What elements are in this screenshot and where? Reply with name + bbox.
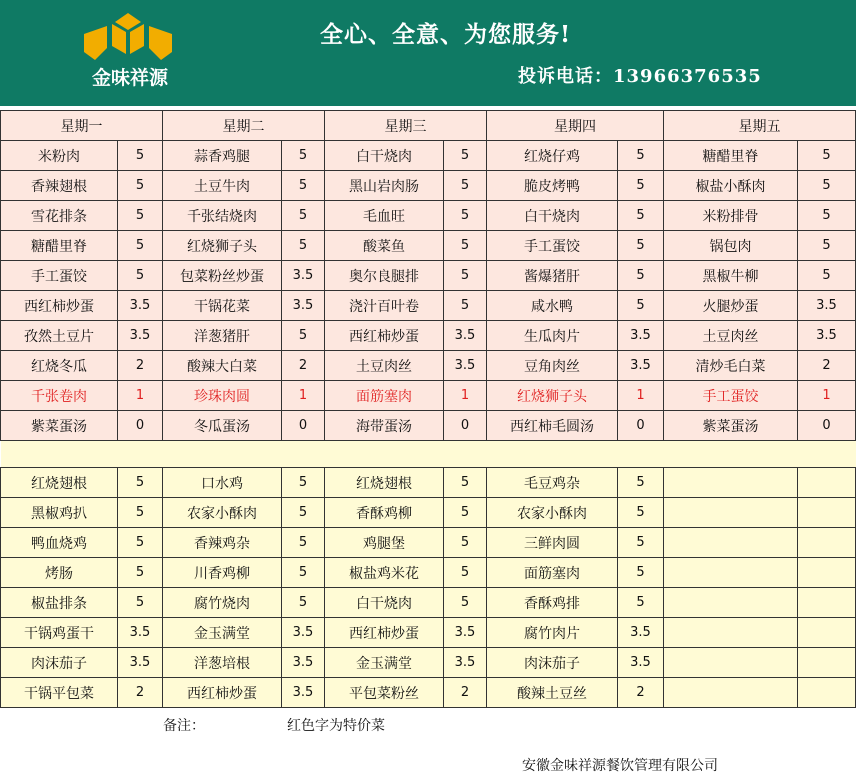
dish-name [664, 528, 798, 558]
dish-name [664, 648, 798, 678]
menu-row [1, 351, 856, 381]
brand-logo [55, 10, 205, 100]
dish-name: 千张结烧肉 [163, 201, 282, 231]
dish-name: 金玉满堂 [325, 648, 444, 678]
dish-name: 紫菜蛋汤 [664, 411, 798, 441]
dish-price: 5 [118, 558, 163, 588]
dish-name: 面筋塞肉 [487, 558, 618, 588]
dish-name: 肉沫茄子 [487, 648, 618, 678]
dish-name: 黑椒牛柳 [664, 261, 798, 291]
dish-name [664, 498, 798, 528]
dish-name: 椒盐小酥肉 [664, 171, 798, 201]
dish-price: 5 [444, 558, 487, 588]
extra-menu-row [1, 558, 856, 588]
dish-name: 香酥鸡柳 [325, 498, 444, 528]
dish-name [664, 558, 798, 588]
dish-price: 2 [444, 678, 487, 708]
dish-price [798, 678, 856, 708]
menu-row [1, 171, 856, 201]
dish-name [664, 468, 798, 498]
dish-price: 0 [282, 411, 325, 441]
day-header-row [1, 111, 856, 141]
dish-price [798, 528, 856, 558]
dish-name: 土豆肉丝 [325, 351, 444, 381]
dish-price: 5 [618, 588, 664, 618]
dish-name: 包菜粉丝炒蛋 [163, 261, 282, 291]
dish-price: 3.5 [444, 648, 487, 678]
dish-name: 金玉满堂 [163, 618, 282, 648]
dish-name: 黑椒鸡扒 [1, 498, 118, 528]
dish-name: 干锅花菜 [163, 291, 282, 321]
dish-price: 3.5 [444, 321, 487, 351]
dish-price: 0 [444, 411, 487, 441]
dish-price: 5 [282, 528, 325, 558]
dish-name: 生瓜肉片 [487, 321, 618, 351]
dish-price: 5 [798, 261, 856, 291]
day-header: 星期五 [664, 111, 856, 141]
dish-price: 3.5 [118, 291, 163, 321]
dish-price: 5 [118, 201, 163, 231]
dish-price: 3.5 [618, 351, 664, 381]
dish-price: 0 [618, 411, 664, 441]
dish-name: 红烧冬瓜 [1, 351, 118, 381]
dish-price [798, 588, 856, 618]
dish-price: 5 [282, 558, 325, 588]
dish-price: 5 [118, 261, 163, 291]
dish-name [664, 618, 798, 648]
dish-price: 3.5 [118, 618, 163, 648]
company-name: 安徽金味祥源餐饮管理有限公司 [522, 758, 718, 774]
dish-name: 白干烧肉 [487, 201, 618, 231]
dish-price: 1 [282, 381, 325, 411]
dish-price: 5 [444, 498, 487, 528]
dish-name: 香酥鸡排 [487, 588, 618, 618]
dish-name: 海带蛋汤 [325, 411, 444, 441]
dish-price: 5 [444, 588, 487, 618]
dish-name: 咸水鸭 [487, 291, 618, 321]
dish-price: 5 [444, 291, 487, 321]
dish-price: 5 [444, 141, 487, 171]
dish-name: 手工蛋饺 [487, 231, 618, 261]
dish-price: 3.5 [118, 648, 163, 678]
dish-name: 西红柿毛圆汤 [487, 411, 618, 441]
dish-price: 5 [282, 201, 325, 231]
dish-price: 5 [444, 528, 487, 558]
extra-menu-row [1, 618, 856, 648]
dish-price: 3.5 [444, 351, 487, 381]
dish-name: 土豆肉丝 [664, 321, 798, 351]
dish-name: 川香鸡柳 [163, 558, 282, 588]
dish-price: 5 [282, 468, 325, 498]
dish-price: 5 [118, 141, 163, 171]
dish-name: 冬瓜蛋汤 [163, 411, 282, 441]
dish-name: 平包菜粉丝 [325, 678, 444, 708]
dish-price: 3.5 [444, 618, 487, 648]
dish-name: 红烧翅根 [1, 468, 118, 498]
dish-name [664, 588, 798, 618]
dish-name: 酱爆猪肝 [487, 261, 618, 291]
dish-name: 浇汁百叶卷 [325, 291, 444, 321]
complaint-phone: 投诉电话：13966376535 [518, 66, 762, 87]
dish-price: 3.5 [618, 321, 664, 351]
weekly-menu-table [0, 110, 856, 708]
dish-name [664, 678, 798, 708]
dish-name: 火腿炒蛋 [664, 291, 798, 321]
dish-price [798, 468, 856, 498]
extra-menu-row [1, 528, 856, 558]
dish-price: 5 [444, 261, 487, 291]
dish-price: 5 [282, 498, 325, 528]
dish-name: 西红柿炒蛋 [1, 291, 118, 321]
dish-price: 3.5 [282, 291, 325, 321]
dish-name: 酸辣大白菜 [163, 351, 282, 381]
extra-menu-row [1, 498, 856, 528]
menu-row [1, 381, 856, 411]
dish-name: 千张卷肉 [1, 381, 118, 411]
dish-price: 2 [282, 351, 325, 381]
dish-price: 5 [118, 498, 163, 528]
brand-name: 金味祥源 [91, 67, 169, 89]
dish-name: 毛豆鸡杂 [487, 468, 618, 498]
dish-price: 5 [118, 231, 163, 261]
menu-row [1, 321, 856, 351]
dish-price: 3.5 [798, 321, 856, 351]
dish-name: 土豆牛肉 [163, 171, 282, 201]
day-header: 星期二 [163, 111, 325, 141]
dish-name: 奥尔良腿排 [325, 261, 444, 291]
dish-name: 锅包肉 [664, 231, 798, 261]
dish-price: 5 [618, 528, 664, 558]
dish-name: 农家小酥肉 [163, 498, 282, 528]
menu-row [1, 231, 856, 261]
menu-row [1, 411, 856, 441]
day-header: 星期三 [325, 111, 487, 141]
dish-price: 5 [282, 321, 325, 351]
extra-menu-row [1, 678, 856, 708]
note-text: 红色字为特价菜 [287, 718, 385, 734]
dish-price: 5 [618, 498, 664, 528]
dish-price: 1 [618, 381, 664, 411]
dish-price: 5 [798, 231, 856, 261]
dish-name: 珍珠肉圆 [163, 381, 282, 411]
dish-name: 干锅鸡蛋干 [1, 618, 118, 648]
dish-price: 3.5 [618, 618, 664, 648]
dish-price: 5 [444, 171, 487, 201]
extra-menu-row [1, 648, 856, 678]
dish-name: 脆皮烤鸭 [487, 171, 618, 201]
dish-name: 手工蛋饺 [664, 381, 798, 411]
dish-name: 干锅平包菜 [1, 678, 118, 708]
dish-price: 5 [444, 231, 487, 261]
dish-name: 三鲜肉圆 [487, 528, 618, 558]
dish-price: 1 [118, 381, 163, 411]
dish-name: 椒盐排条 [1, 588, 118, 618]
day-header: 星期一 [1, 111, 163, 141]
dish-name: 糖醋里脊 [1, 231, 118, 261]
dish-name: 农家小酥肉 [487, 498, 618, 528]
dish-name: 面筋塞肉 [325, 381, 444, 411]
dish-name: 西红柿炒蛋 [325, 618, 444, 648]
dish-name: 洋葱培根 [163, 648, 282, 678]
extra-menu-row [1, 588, 856, 618]
dish-name: 香辣翅根 [1, 171, 118, 201]
dish-name: 鸡腿堡 [325, 528, 444, 558]
dish-price: 5 [798, 201, 856, 231]
dish-price: 2 [798, 351, 856, 381]
dish-name: 豆角肉丝 [487, 351, 618, 381]
dish-name: 紫菜蛋汤 [1, 411, 118, 441]
dish-name: 鸭血烧鸡 [1, 528, 118, 558]
dish-name: 红烧翅根 [325, 468, 444, 498]
dish-price: 5 [618, 558, 664, 588]
dish-price: 5 [282, 171, 325, 201]
dish-price: 2 [118, 678, 163, 708]
dish-price: 5 [282, 231, 325, 261]
dish-name: 蒜香鸡腿 [163, 141, 282, 171]
dish-price: 5 [118, 468, 163, 498]
dish-price: 3.5 [282, 648, 325, 678]
dish-price: 5 [118, 171, 163, 201]
dish-price: 3.5 [618, 648, 664, 678]
dish-name: 白干烧肉 [325, 588, 444, 618]
dish-price: 5 [618, 231, 664, 261]
dish-price: 5 [618, 141, 664, 171]
dish-price [798, 618, 856, 648]
dish-name: 红烧仔鸡 [487, 141, 618, 171]
dish-price: 2 [618, 678, 664, 708]
dish-price: 3.5 [282, 618, 325, 648]
extra-menu-row [1, 468, 856, 498]
day-header: 星期四 [487, 111, 664, 141]
slogan: 全心、全意、为您服务! [320, 21, 572, 48]
dish-name: 酸菜鱼 [325, 231, 444, 261]
dish-price: 2 [118, 351, 163, 381]
dish-name: 腐竹烧肉 [163, 588, 282, 618]
dish-price: 5 [618, 171, 664, 201]
dish-name: 米粉肉 [1, 141, 118, 171]
dish-price: 5 [798, 171, 856, 201]
dish-price: 3.5 [282, 261, 325, 291]
dish-name: 口水鸡 [163, 468, 282, 498]
spacer-row [1, 441, 856, 468]
dish-price: 3.5 [118, 321, 163, 351]
dish-price: 5 [118, 588, 163, 618]
dish-name: 手工蛋饺 [1, 261, 118, 291]
menu-row [1, 201, 856, 231]
dish-price: 5 [118, 528, 163, 558]
header-banner [0, 0, 856, 106]
dish-price [798, 498, 856, 528]
dish-name: 清炒毛白菜 [664, 351, 798, 381]
dish-price: 0 [118, 411, 163, 441]
dish-name: 洋葱猪肝 [163, 321, 282, 351]
dish-price: 5 [618, 291, 664, 321]
dish-name: 椒盐鸡米花 [325, 558, 444, 588]
dish-price: 1 [444, 381, 487, 411]
dish-price: 3.5 [798, 291, 856, 321]
dish-name: 红烧狮子头 [487, 381, 618, 411]
dish-price [798, 648, 856, 678]
note-label: 备注： [163, 718, 205, 734]
menu-row [1, 261, 856, 291]
dish-name: 毛血旺 [325, 201, 444, 231]
dish-price: 5 [282, 141, 325, 171]
dish-price: 5 [618, 468, 664, 498]
dish-price: 3.5 [282, 678, 325, 708]
dish-name: 肉沫茄子 [1, 648, 118, 678]
dish-name: 白干烧肉 [325, 141, 444, 171]
dish-name: 糖醋里脊 [664, 141, 798, 171]
dish-name: 西红柿炒蛋 [163, 678, 282, 708]
dish-name: 黑山岩肉肠 [325, 171, 444, 201]
dish-name: 烤肠 [1, 558, 118, 588]
dish-name: 香辣鸡杂 [163, 528, 282, 558]
menu-row [1, 291, 856, 321]
dish-price: 1 [798, 381, 856, 411]
dish-name: 西红柿炒蛋 [325, 321, 444, 351]
dish-name: 酸辣土豆丝 [487, 678, 618, 708]
dish-price: 5 [618, 201, 664, 231]
spacer-cell [1, 441, 856, 468]
dish-price: 5 [444, 201, 487, 231]
dish-price: 5 [444, 468, 487, 498]
dish-price [798, 558, 856, 588]
dish-name: 雪花排条 [1, 201, 118, 231]
dish-price: 5 [282, 588, 325, 618]
dish-name: 红烧狮子头 [163, 231, 282, 261]
dish-price: 5 [798, 141, 856, 171]
dish-name: 孜然土豆片 [1, 321, 118, 351]
dish-price: 5 [618, 261, 664, 291]
dish-name: 腐竹肉片 [487, 618, 618, 648]
menu-row [1, 141, 856, 171]
dish-name: 米粉排骨 [664, 201, 798, 231]
dish-price: 0 [798, 411, 856, 441]
